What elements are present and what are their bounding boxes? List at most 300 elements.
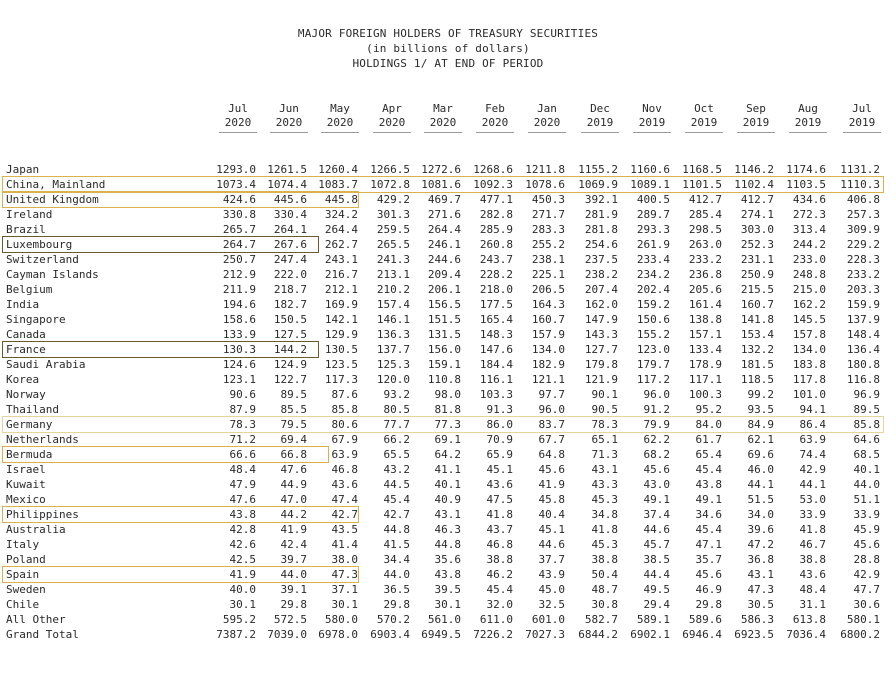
value-cell: 264.7	[222, 238, 256, 251]
value-cell: 1081.6	[421, 178, 461, 191]
title-line-3: HOLDINGS 1/ AT END OF PERIOD	[352, 57, 544, 70]
value-cell: 38.8	[591, 553, 618, 566]
value-cell: 43.6	[799, 568, 826, 581]
column-underline	[270, 132, 308, 133]
value-cell: 229.2	[846, 238, 880, 251]
value-cell: 40.4	[538, 508, 565, 521]
table-row	[0, 267, 896, 282]
value-cell: 32.0	[486, 598, 513, 611]
value-cell: 1293.0	[216, 163, 256, 176]
value-cell: 85.5	[280, 403, 307, 416]
value-cell: 262.7	[324, 238, 358, 251]
value-cell: 62.2	[643, 433, 670, 446]
value-cell: 205.6	[688, 283, 722, 296]
column-month: Oct	[694, 102, 714, 115]
value-cell: 138.8	[688, 313, 722, 326]
title-line-1: MAJOR FOREIGN HOLDERS OF TREASURY SECURITIES	[297, 27, 599, 40]
value-cell: 265.5	[376, 238, 410, 251]
value-cell: 231.1	[740, 253, 774, 266]
value-cell: 34.0	[747, 508, 774, 521]
value-cell: 64.6	[853, 433, 880, 446]
value-cell: 159.2	[636, 298, 670, 311]
value-cell: 67.7	[538, 433, 565, 446]
value-cell: 157.9	[531, 328, 565, 341]
value-cell: 137.9	[846, 313, 880, 326]
column-header	[263, 102, 315, 133]
value-cell: 225.1	[531, 268, 565, 281]
value-cell: 38.5	[643, 553, 670, 566]
value-cell: 236.8	[688, 268, 722, 281]
column-year: 2020	[481, 116, 509, 129]
column-year: 2019	[848, 116, 876, 129]
value-cell: 71.3	[591, 448, 618, 461]
value-cell: 117.1	[688, 373, 722, 386]
value-cell: 43.8	[695, 478, 722, 491]
country-name: Canada	[6, 328, 46, 341]
value-cell: 69.1	[434, 433, 461, 446]
table-row	[0, 447, 896, 462]
value-cell: 233.2	[846, 268, 880, 281]
value-cell: 44.8	[434, 538, 461, 551]
value-cell: 181.5	[740, 358, 774, 371]
value-cell: 69.6	[747, 448, 774, 461]
value-cell: 179.7	[636, 358, 670, 371]
value-cell: 263.0	[688, 238, 722, 251]
value-cell: 213.1	[376, 268, 410, 281]
value-cell: 74.4	[799, 448, 826, 461]
value-cell: 116.1	[479, 373, 513, 386]
value-cell: 222.0	[273, 268, 307, 281]
value-cell: 49.1	[695, 493, 722, 506]
value-cell: 89.5	[853, 403, 880, 416]
value-cell: 41.5	[383, 538, 410, 551]
value-cell: 228.3	[846, 253, 880, 266]
country-name: Grand Total	[6, 628, 79, 641]
value-cell: 145.5	[792, 313, 826, 326]
value-cell: 43.8	[229, 508, 256, 521]
table-row	[0, 357, 896, 372]
value-cell: 86.0	[486, 418, 513, 431]
country-name: Germany	[6, 418, 53, 431]
value-cell: 37.7	[538, 553, 565, 566]
country-name: Singapore	[6, 313, 66, 326]
value-cell: 215.0	[792, 283, 826, 296]
value-cell: 29.8	[695, 598, 722, 611]
value-cell: 589.1	[636, 613, 670, 626]
value-cell: 1131.2	[840, 163, 880, 176]
column-underline	[321, 132, 359, 133]
value-cell: 6903.4	[370, 628, 410, 641]
value-cell: 586.3	[740, 613, 774, 626]
country-name: Belgium	[6, 283, 53, 296]
value-cell: 96.0	[643, 388, 670, 401]
value-cell: 237.5	[584, 253, 618, 266]
value-cell: 93.5	[747, 403, 774, 416]
value-cell: 84.0	[695, 418, 722, 431]
value-cell: 43.5	[331, 523, 358, 536]
value-cell: 159.1	[427, 358, 461, 371]
value-cell: 141.8	[740, 313, 774, 326]
table-row	[0, 627, 896, 642]
value-cell: 47.0	[280, 493, 307, 506]
column-underline	[685, 132, 723, 133]
country-name: Japan	[6, 163, 40, 176]
value-cell: 150.5	[273, 313, 307, 326]
table-row	[0, 207, 896, 222]
column-header	[366, 102, 418, 133]
value-cell: 43.8	[434, 568, 461, 581]
value-cell: 40.1	[853, 463, 880, 476]
value-cell: 79.9	[643, 418, 670, 431]
country-name: Luxembourg	[6, 238, 73, 251]
value-cell: 42.6	[229, 538, 256, 551]
value-cell: 238.1	[531, 253, 565, 266]
column-month: Nov	[642, 102, 662, 115]
value-cell: 303.0	[740, 223, 774, 236]
value-cell: 97.7	[538, 388, 565, 401]
table-row	[0, 507, 896, 522]
value-cell: 44.2	[280, 508, 307, 521]
value-cell: 66.2	[383, 433, 410, 446]
column-underline	[581, 132, 619, 133]
value-cell: 43.3	[591, 478, 618, 491]
value-cell: 561.0	[427, 613, 461, 626]
value-cell: 85.8	[853, 418, 880, 431]
value-cell: 244.6	[427, 253, 461, 266]
value-cell: 51.5	[747, 493, 774, 506]
value-cell: 41.8	[799, 523, 826, 536]
value-cell: 40.1	[434, 478, 461, 491]
value-cell: 400.5	[636, 193, 670, 206]
value-cell: 34.4	[383, 553, 410, 566]
country-name: Bermuda	[6, 448, 53, 461]
column-month: Dec	[590, 102, 610, 115]
value-cell: 38.8	[799, 553, 826, 566]
value-cell: 42.9	[799, 463, 826, 476]
value-cell: 101.0	[792, 388, 826, 401]
value-cell: 6978.0	[318, 628, 358, 641]
value-cell: 146.1	[376, 313, 410, 326]
value-cell: 160.7	[531, 313, 565, 326]
value-cell: 133.9	[222, 328, 256, 341]
value-cell: 79.5	[280, 418, 307, 431]
value-cell: 45.0	[538, 583, 565, 596]
value-cell: 99.2	[747, 388, 774, 401]
table-row	[0, 492, 896, 507]
column-month: Mar	[433, 102, 453, 115]
value-cell: 62.1	[747, 433, 774, 446]
value-cell: 1103.5	[786, 178, 826, 191]
country-name: Cayman Islands	[6, 268, 99, 281]
table-row	[0, 417, 896, 432]
value-cell: 78.3	[591, 418, 618, 431]
value-cell: 136.4	[846, 343, 880, 356]
table-row	[0, 387, 896, 402]
value-cell: 44.4	[643, 568, 670, 581]
value-cell: 61.7	[695, 433, 722, 446]
value-cell: 206.1	[427, 283, 461, 296]
value-cell: 35.6	[434, 553, 461, 566]
value-cell: 6844.2	[578, 628, 618, 641]
value-cell: 6923.5	[734, 628, 774, 641]
value-cell: 194.6	[222, 298, 256, 311]
value-cell: 45.6	[853, 538, 880, 551]
value-cell: 45.7	[643, 538, 670, 551]
value-cell: 41.9	[538, 478, 565, 491]
column-header	[314, 102, 366, 133]
column-year: 2019	[742, 116, 770, 129]
value-cell: 29.8	[383, 598, 410, 611]
country-name: Philippines	[6, 508, 79, 521]
value-cell: 96.9	[853, 388, 880, 401]
column-header	[417, 102, 469, 133]
column-year: 2019	[638, 116, 666, 129]
value-cell: 301.3	[376, 208, 410, 221]
value-cell: 43.7	[486, 523, 513, 536]
value-cell: 44.5	[383, 478, 410, 491]
value-cell: 49.5	[643, 583, 670, 596]
country-name: Brazil	[6, 223, 46, 236]
value-cell: 272.3	[792, 208, 826, 221]
value-cell: 7027.3	[525, 628, 565, 641]
value-cell: 157.4	[376, 298, 410, 311]
value-cell: 30.1	[434, 598, 461, 611]
value-cell: 580.1	[846, 613, 880, 626]
value-cell: 68.2	[643, 448, 670, 461]
value-cell: 53.0	[799, 493, 826, 506]
value-cell: 41.8	[486, 508, 513, 521]
value-cell: 613.8	[792, 613, 826, 626]
value-cell: 233.4	[636, 253, 670, 266]
column-underline	[737, 132, 775, 133]
value-cell: 50.4	[591, 568, 618, 581]
value-cell: 71.2	[229, 433, 256, 446]
value-cell: 43.6	[331, 478, 358, 491]
value-cell: 1092.3	[473, 178, 513, 191]
value-cell: 127.7	[584, 343, 618, 356]
value-cell: 309.9	[846, 223, 880, 236]
value-cell: 179.8	[584, 358, 618, 371]
value-cell: 159.9	[846, 298, 880, 311]
value-cell: 183.8	[792, 358, 826, 371]
value-cell: 77.7	[383, 418, 410, 431]
country-name: Thailand	[6, 403, 59, 416]
value-cell: 228.2	[479, 268, 513, 281]
value-cell: 42.7	[383, 508, 410, 521]
value-cell: 121.1	[531, 373, 565, 386]
value-cell: 153.4	[740, 328, 774, 341]
value-cell: 148.4	[846, 328, 880, 341]
value-cell: 324.2	[324, 208, 358, 221]
value-cell: 43.6	[486, 478, 513, 491]
value-cell: 33.9	[853, 508, 880, 521]
value-cell: 98.0	[434, 388, 461, 401]
value-cell: 392.1	[584, 193, 618, 206]
value-cell: 44.8	[383, 523, 410, 536]
column-underline	[633, 132, 671, 133]
value-cell: 64.2	[434, 448, 461, 461]
value-cell: 80.5	[383, 403, 410, 416]
value-cell: 212.1	[324, 283, 358, 296]
table-row	[0, 282, 896, 297]
value-cell: 7387.2	[216, 628, 256, 641]
value-cell: 37.1	[331, 583, 358, 596]
value-cell: 43.1	[747, 568, 774, 581]
value-cell: 160.7	[740, 298, 774, 311]
value-cell: 582.7	[584, 613, 618, 626]
value-cell: 124.6	[222, 358, 256, 371]
value-cell: 1083.7	[318, 178, 358, 191]
column-year: 2020	[326, 116, 354, 129]
value-cell: 1110.3	[840, 178, 880, 191]
table-row	[0, 327, 896, 342]
value-cell: 43.1	[591, 463, 618, 476]
value-cell: 39.7	[280, 553, 307, 566]
value-cell: 86.4	[799, 418, 826, 431]
table-title	[0, 26, 896, 71]
value-cell: 1261.5	[267, 163, 307, 176]
value-cell: 570.2	[376, 613, 410, 626]
country-name: Netherlands	[6, 433, 79, 446]
value-cell: 6800.2	[840, 628, 880, 641]
table-row	[0, 522, 896, 537]
value-cell: 45.4	[486, 583, 513, 596]
value-cell: 589.6	[688, 613, 722, 626]
value-cell: 429.2	[376, 193, 410, 206]
value-cell: 65.4	[695, 448, 722, 461]
value-cell: 41.1	[434, 463, 461, 476]
country-name: Switzerland	[6, 253, 79, 266]
value-cell: 434.6	[792, 193, 826, 206]
value-cell: 39.1	[280, 583, 307, 596]
value-cell: 38.8	[486, 553, 513, 566]
value-cell: 43.1	[434, 508, 461, 521]
value-cell: 117.8	[792, 373, 826, 386]
value-cell: 44.1	[747, 478, 774, 491]
value-cell: 164.3	[531, 298, 565, 311]
table-row	[0, 192, 896, 207]
value-cell: 1146.2	[734, 163, 774, 176]
value-cell: 289.7	[636, 208, 670, 221]
value-cell: 209.4	[427, 268, 461, 281]
column-header	[521, 102, 573, 133]
value-cell: 238.2	[584, 268, 618, 281]
value-cell: 89.5	[280, 388, 307, 401]
value-cell: 1073.4	[216, 178, 256, 191]
value-cell: 63.9	[799, 433, 826, 446]
table-row	[0, 462, 896, 477]
value-cell: 218.7	[273, 283, 307, 296]
value-cell: 42.7	[331, 508, 358, 521]
country-name: Norway	[6, 388, 46, 401]
value-cell: 477.1	[479, 193, 513, 206]
value-cell: 7036.4	[786, 628, 826, 641]
value-cell: 1266.5	[370, 163, 410, 176]
value-cell: 35.7	[695, 553, 722, 566]
value-cell: 212.9	[222, 268, 256, 281]
value-cell: 93.2	[383, 388, 410, 401]
value-cell: 1089.1	[630, 178, 670, 191]
value-cell: 283.3	[531, 223, 565, 236]
value-cell: 469.7	[427, 193, 461, 206]
value-cell: 123.1	[222, 373, 256, 386]
column-month: Jan	[537, 102, 557, 115]
value-cell: 47.1	[695, 538, 722, 551]
value-cell: 131.5	[427, 328, 461, 341]
column-month: Sep	[746, 102, 766, 115]
column-month: Jul	[228, 102, 248, 115]
value-cell: 6946.4	[682, 628, 722, 641]
table-row	[0, 582, 896, 597]
value-cell: 43.2	[383, 463, 410, 476]
value-cell: 94.1	[799, 403, 826, 416]
column-month: May	[330, 102, 350, 115]
value-cell: 30.1	[331, 598, 358, 611]
value-cell: 142.1	[324, 313, 358, 326]
value-cell: 127.5	[273, 328, 307, 341]
value-cell: 121.9	[584, 373, 618, 386]
value-cell: 244.2	[792, 238, 826, 251]
value-cell: 161.4	[688, 298, 722, 311]
value-cell: 156.0	[427, 343, 461, 356]
column-header	[836, 102, 888, 133]
value-cell: 49.1	[643, 493, 670, 506]
value-cell: 48.4	[799, 583, 826, 596]
value-cell: 38.0	[331, 553, 358, 566]
value-cell: 1268.6	[473, 163, 513, 176]
country-name: Italy	[6, 538, 40, 551]
table-row	[0, 612, 896, 627]
value-cell: 31.1	[799, 598, 826, 611]
value-cell: 445.6	[273, 193, 307, 206]
value-cell: 125.3	[376, 358, 410, 371]
country-name: Korea	[6, 373, 40, 386]
column-underline	[789, 132, 827, 133]
value-cell: 243.1	[324, 253, 358, 266]
value-cell: 46.8	[331, 463, 358, 476]
value-cell: 47.2	[747, 538, 774, 551]
value-cell: 29.8	[280, 598, 307, 611]
value-cell: 45.4	[383, 493, 410, 506]
value-cell: 44.6	[643, 523, 670, 536]
value-cell: 91.2	[643, 403, 670, 416]
value-cell: 77.3	[434, 418, 461, 431]
value-cell: 1074.4	[267, 178, 307, 191]
column-month: Feb	[485, 102, 505, 115]
column-underline	[843, 132, 881, 133]
value-cell: 47.5	[486, 493, 513, 506]
value-cell: 445.8	[324, 193, 358, 206]
column-underline	[476, 132, 514, 133]
column-header	[782, 102, 834, 133]
value-cell: 130.5	[324, 343, 358, 356]
value-cell: 165.4	[479, 313, 513, 326]
value-cell: 47.3	[331, 568, 358, 581]
value-cell: 33.9	[799, 508, 826, 521]
country-name: Chile	[6, 598, 40, 611]
table-row	[0, 342, 896, 357]
value-cell: 450.3	[531, 193, 565, 206]
table-row	[0, 477, 896, 492]
value-cell: 66.8	[280, 448, 307, 461]
value-cell: 252.3	[740, 238, 774, 251]
value-cell: 130.3	[222, 343, 256, 356]
value-cell: 267.6	[273, 238, 307, 251]
value-cell: 412.7	[740, 193, 774, 206]
value-cell: 47.3	[747, 583, 774, 596]
value-cell: 7039.0	[267, 628, 307, 641]
value-cell: 37.4	[643, 508, 670, 521]
